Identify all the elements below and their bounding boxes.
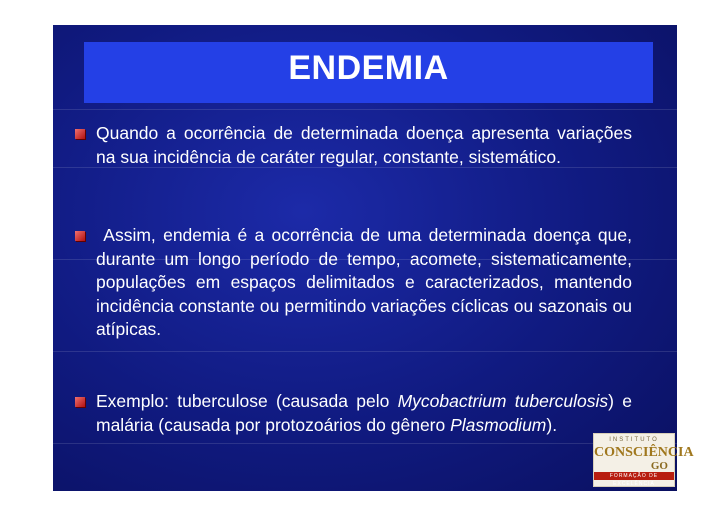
paragraph-example — [96, 390, 632, 437]
paragraph-definition: Quando a ocorrência de determinada doença apresenta variações na sua incidência de caráter regular, constante, sistemático. — [96, 123, 632, 167]
organism-mycobacterium: Mycobactrium tuberculosis — [397, 391, 609, 411]
title-banner — [84, 42, 653, 103]
example-middle: ) e malária (causada por protozoários do gênero — [96, 391, 633, 435]
example-prefix: Exemplo: tuberculose (causada pelo — [96, 391, 398, 411]
logo-tagline: FORMAÇÃO DE EXCELÊNCIA — [609, 473, 659, 487]
background-rule — [53, 443, 677, 444]
paragraph-explanation: Assim, endemia é a ocorrência de uma determinada doença que, durante um longo período de tempo, acomete, sistematicamente, populações em espaços delimitados e caracterizados, mantendo incidência constante ou permitindo variações cíclicas ou sazonais ou atípicas. — [96, 225, 637, 340]
slide-title: ENDEMIA — [288, 49, 449, 87]
bullet-icon — [75, 397, 85, 407]
logo-line-state: GO — [650, 460, 668, 472]
logo-line-institute: INSTITUTO — [609, 437, 659, 443]
example-suffix: ). — [546, 414, 558, 435]
bullet-icon — [75, 231, 85, 241]
logo-line-name: CONSCIÊNCIA — [594, 445, 694, 460]
background-rule — [53, 351, 677, 352]
organism-plasmodium: Plasmodium — [450, 414, 547, 435]
background-rule — [53, 109, 677, 110]
slide — [53, 25, 694, 491]
institute-logo — [593, 433, 694, 487]
bullet-icon — [75, 129, 85, 139]
